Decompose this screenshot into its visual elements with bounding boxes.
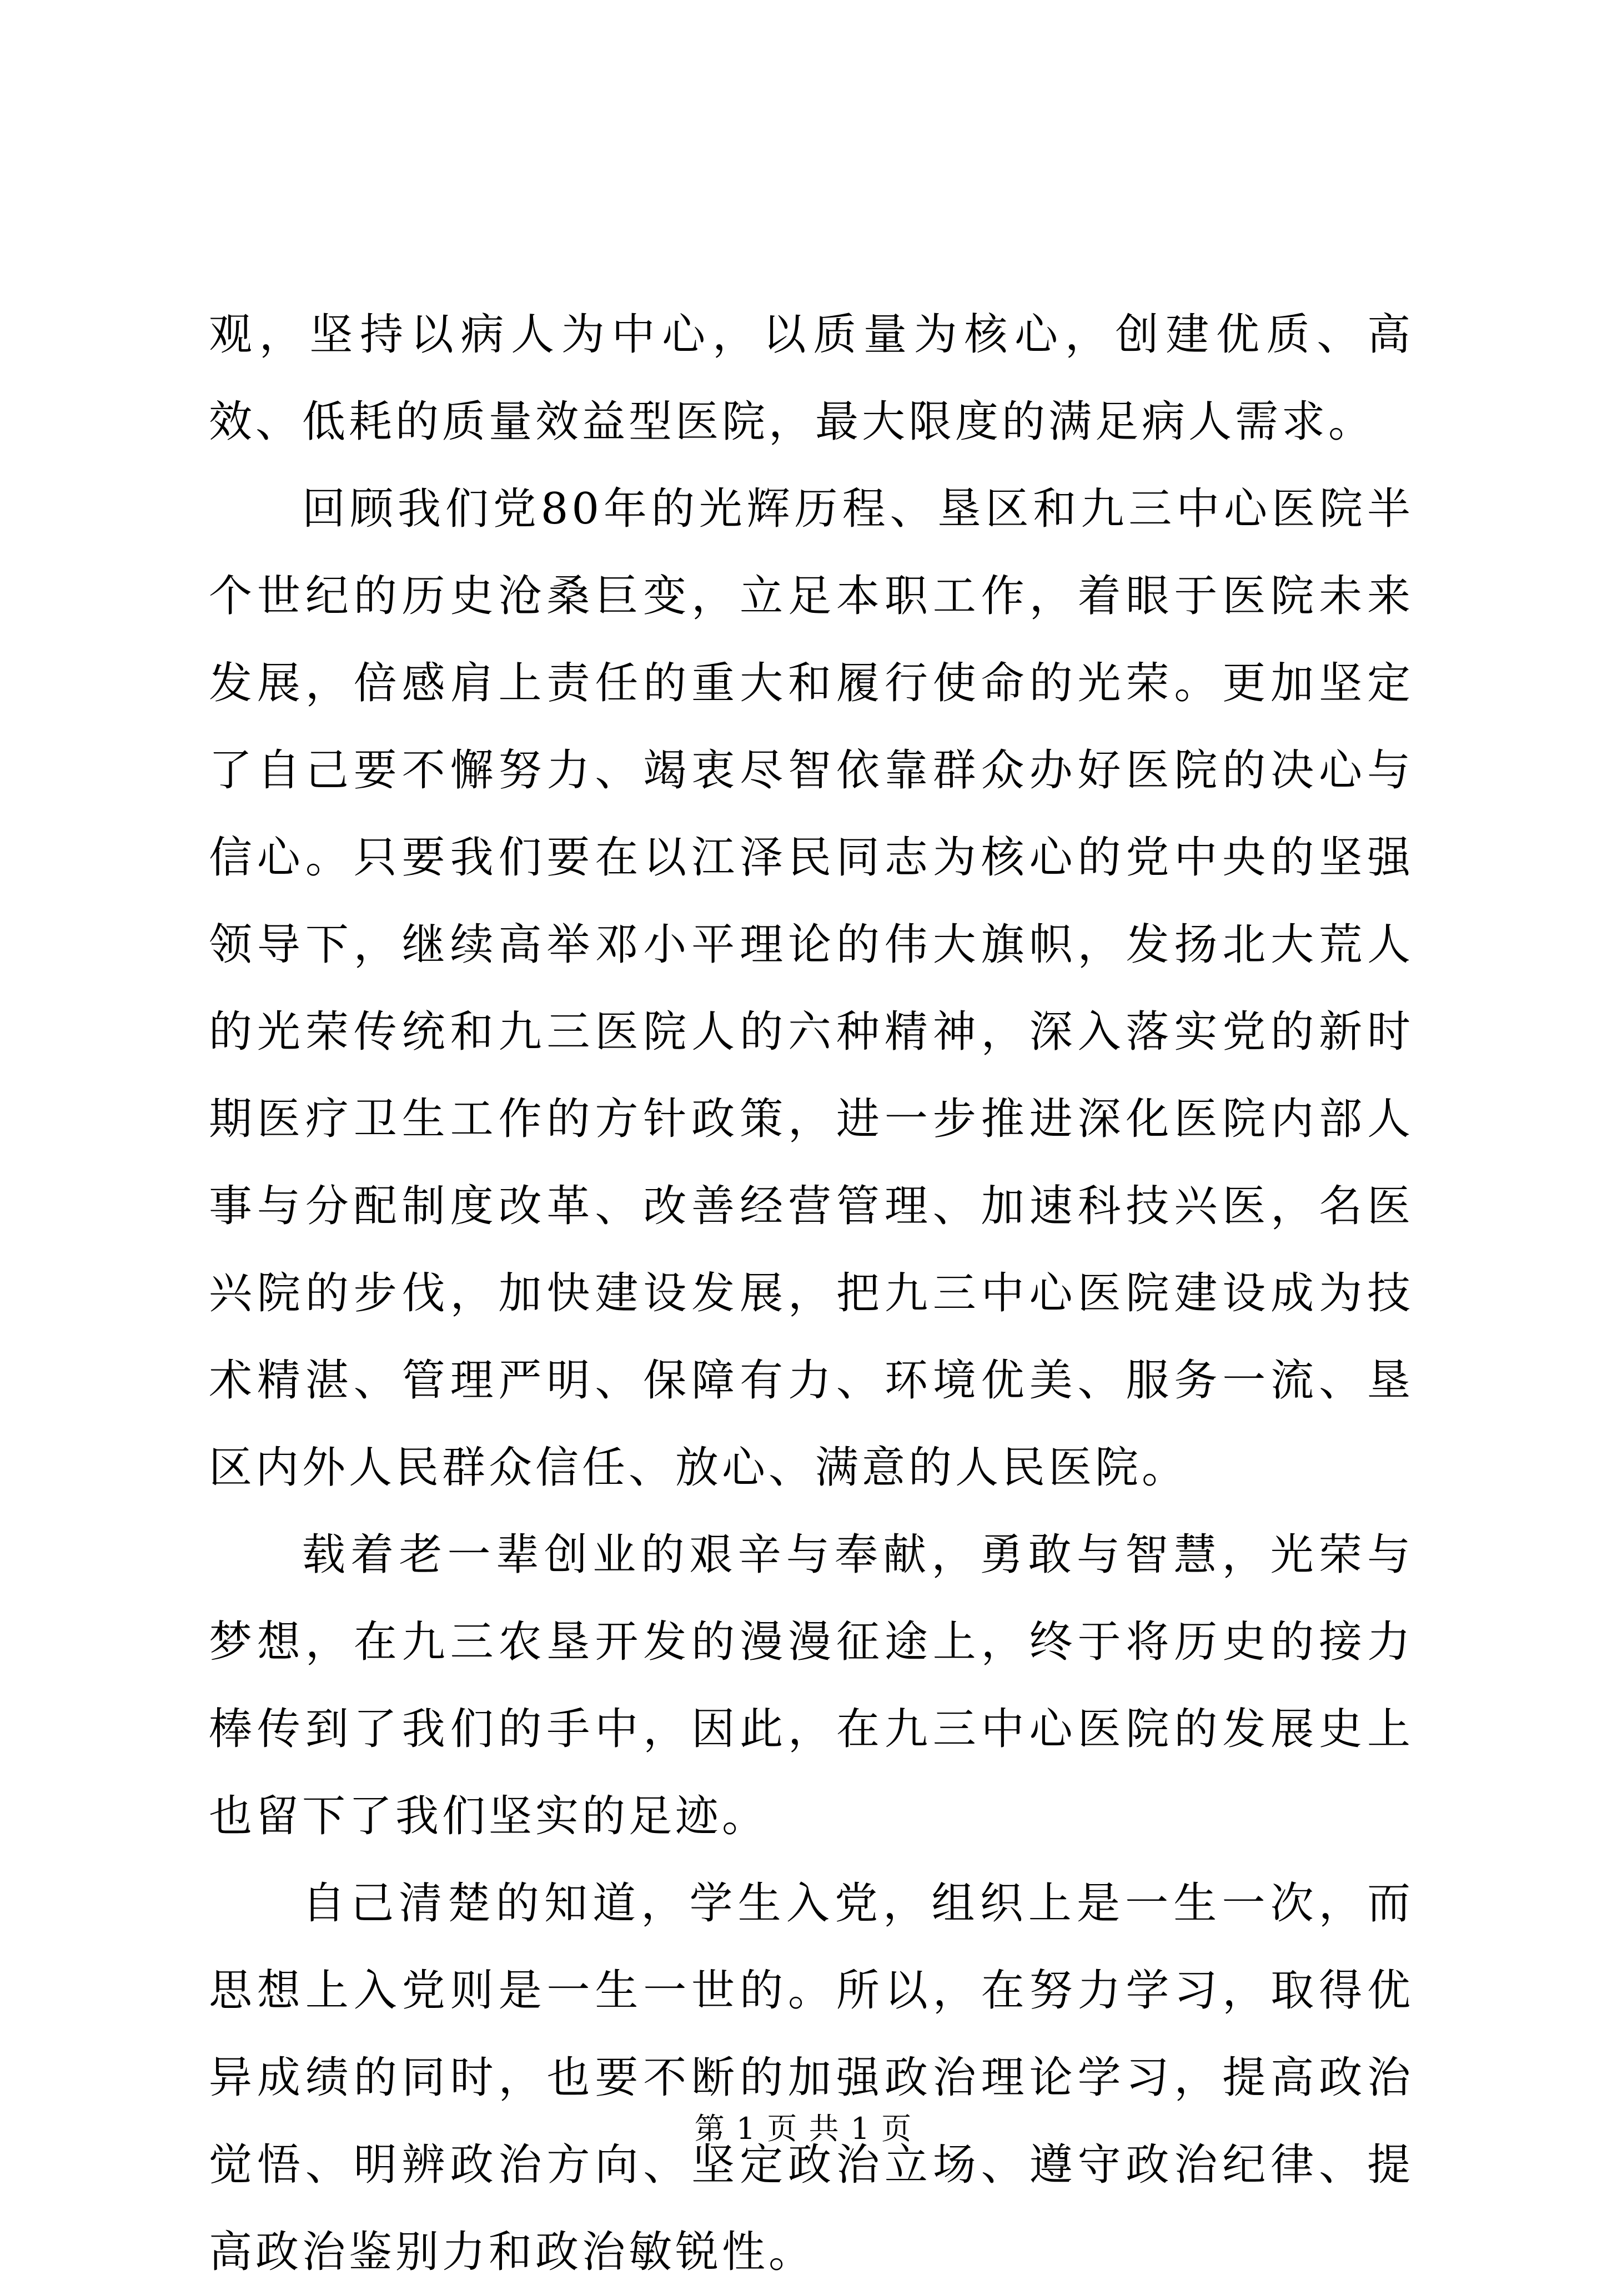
paragraph-4: 自己清楚的知道，学生入党，组织上是一生一次，而思想上入党则是一生一世的。所以，在努力学习，取得优异成绩的同时，也要不断的加强政治理论学习，提高政治觉悟、明辨政治方向、坚定政治立场、遵守政治纪律、提高政治鉴别力和政治敏锐性。 bbox=[209, 1879, 1414, 2277]
document-body bbox=[209, 291, 1414, 2296]
paragraph-1: 观，坚持以病人为中心，以质量为核心，创建优质、高效、低耗的质量效益型医院，最大限度的满足病人需求。 bbox=[209, 310, 1414, 447]
paragraph-3: 载着老一辈创业的艰辛与奉献，勇敢与智慧，光荣与梦想，在九三农垦开发的漫漫征途上，终于将历史的接力棒传到了我们的手中，因此，在九三中心医院的发展史上也留下了我们坚实的足迹。 bbox=[209, 1530, 1414, 1841]
page-footer: 第 1 页 共 1 页 bbox=[694, 2111, 913, 2146]
paragraph-2: 回顾我们党80年的光辉历程、垦区和九三中心医院半个世纪的历史沧桑巨变，立足本职工作，着眼于医院未来发展，倍感肩上责任的重大和履行使命的光荣。更加坚定了自己要不懈努力、竭衷尽智依靠群众办好医院的决心与信心。只要我们要在以江泽民同志为核心的党中央的坚强领导下，继续高举邓小平理论的伟大旗帜，发扬北大荒人的光荣传统和九三医院人的六种精神，深入落实党的新时期医疗卫生工作的方针政策，进一步推进深化医院内部人事与分配制度改革、改善经营管理、加速科技兴医，名医兴院的步伐，加快建设发展，把九三中心医院建设成为技术精湛、管理严明、保障有力、环境优美、服务一流、垦区内外人民群众信任、放心、满意的人民医院。 bbox=[209, 484, 1414, 1493]
